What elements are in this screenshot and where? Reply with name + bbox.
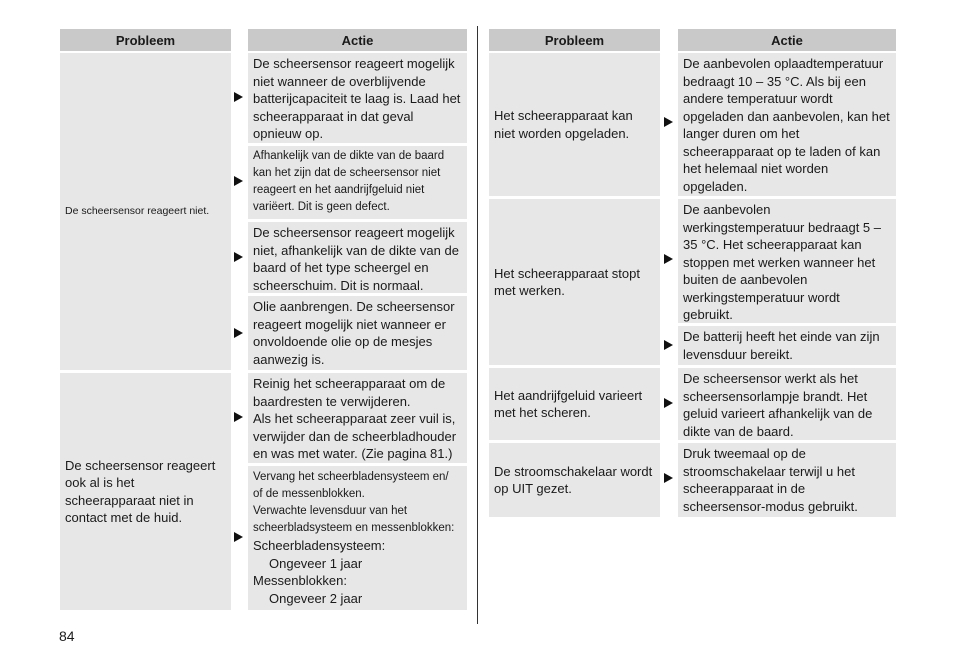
left-action-3: De scheersensor reageert mogelijk niet, afhankelijk van de dikte van de baard of het type scheergel en scheerschuim. Dit is normaal. xyxy=(248,222,467,293)
lifespan-line-5: Scheerbladensysteem: xyxy=(253,538,386,553)
arrow-icon xyxy=(664,398,673,408)
left-action-2: Afhankelijk van de dikte van de baard kan het zijn dat de scheersensor niet reageert en het aandrijfgeluid niet variëert. Dit is geen defect. xyxy=(248,146,467,219)
right-action-1: De aanbevolen oplaadtemperatuur bedraagt 10 – 35 °C. Als bij een andere temperatuur wordt opgeladen dan aanbevolen, kan het langer duren om het scheerapparaat op te laden of kan het helemaal niet worden opgeladen. xyxy=(678,53,896,196)
left-header-action: Actie xyxy=(248,29,467,51)
left-action-1: De scheersensor reageert mogelijk niet wanneer de overblijvende batterijcapaciteit te laag is. Laad het scheerapparaat in dat geval opnieuw op. xyxy=(248,53,467,143)
left-action-6 xyxy=(248,466,467,610)
column-divider xyxy=(477,26,478,624)
lifespan-line-2: of de messenblokken. xyxy=(253,488,365,500)
arrow-icon xyxy=(234,328,243,338)
right-action-2: De aanbevolen werkingstemperatuur bedraagt 5 – 35 °C. Het scheerapparaat kan stoppen met werken wanneer het buiten de aanbevolen werkingstemperatuur wordt gebruikt. xyxy=(678,199,896,323)
arrow-icon xyxy=(664,340,673,350)
arrow-icon xyxy=(664,473,673,483)
arrow-icon xyxy=(664,117,673,127)
arrow-icon xyxy=(234,532,243,542)
page-number: 84 xyxy=(59,628,75,644)
left-header-problem: Probleem xyxy=(60,29,231,51)
lifespan-line-7: Messenblokken: xyxy=(253,573,347,588)
arrow-icon xyxy=(234,412,243,422)
lifespan-line-6: Ongeveer 1 jaar xyxy=(269,555,363,571)
arrow-icon xyxy=(234,252,243,262)
left-action-4: Olie aanbrengen. De scheersensor reageert mogelijk niet wanneer er onvoldoende olie op de mesjes aanwezig is. xyxy=(248,296,467,370)
right-action-5: Druk tweemaal op de stroomschakelaar terwijl u het scheerapparaat in de scheersensor-modus gebruikt. xyxy=(678,443,896,517)
lifespan-line-1: Vervang het scheerbladensysteem en/ xyxy=(253,471,449,483)
right-header-problem: Probleem xyxy=(489,29,660,51)
left-action-5: Reinig het scheerapparaat om de baardresten te verwijderen. Als het scheerapparaat zeer vuil is, verwijder dan de scheerbladhouder en was met water. (Zie pagina 81.) xyxy=(248,373,467,463)
arrow-icon xyxy=(234,176,243,186)
arrow-icon xyxy=(234,92,243,102)
left-problem-2: De scheersensor reageert ook al is het scheerapparaat niet in contact met de huid. xyxy=(60,373,231,610)
right-action-3: De batterij heeft het einde van zijn levensduur bereikt. xyxy=(678,326,896,365)
lifespan-line-3: Verwachte levensduur van het xyxy=(253,505,408,517)
right-header-action: Actie xyxy=(678,29,896,51)
arrow-icon xyxy=(664,254,673,264)
lifespan-line-8: Ongeveer 2 jaar xyxy=(269,590,363,606)
right-problem-1: Het scheerapparaat kan niet worden opgeladen. xyxy=(489,53,660,196)
left-problem-1: De scheersensor reageert niet. xyxy=(60,53,231,370)
right-problem-4: De stroomschakelaar wordt op UIT gezet. xyxy=(489,443,660,517)
right-problem-3: Het aandrijfgeluid varieert met het scheren. xyxy=(489,368,660,440)
right-action-4: De scheersensor werkt als het scheersensorlampje brandt. Het geluid varieert afhankelijk van de dikte van de baard. xyxy=(678,368,896,440)
right-problem-2: Het scheerapparaat stopt met werken. xyxy=(489,199,660,365)
lifespan-line-4: scheerbladsysteem en messenblokken: xyxy=(253,522,455,534)
